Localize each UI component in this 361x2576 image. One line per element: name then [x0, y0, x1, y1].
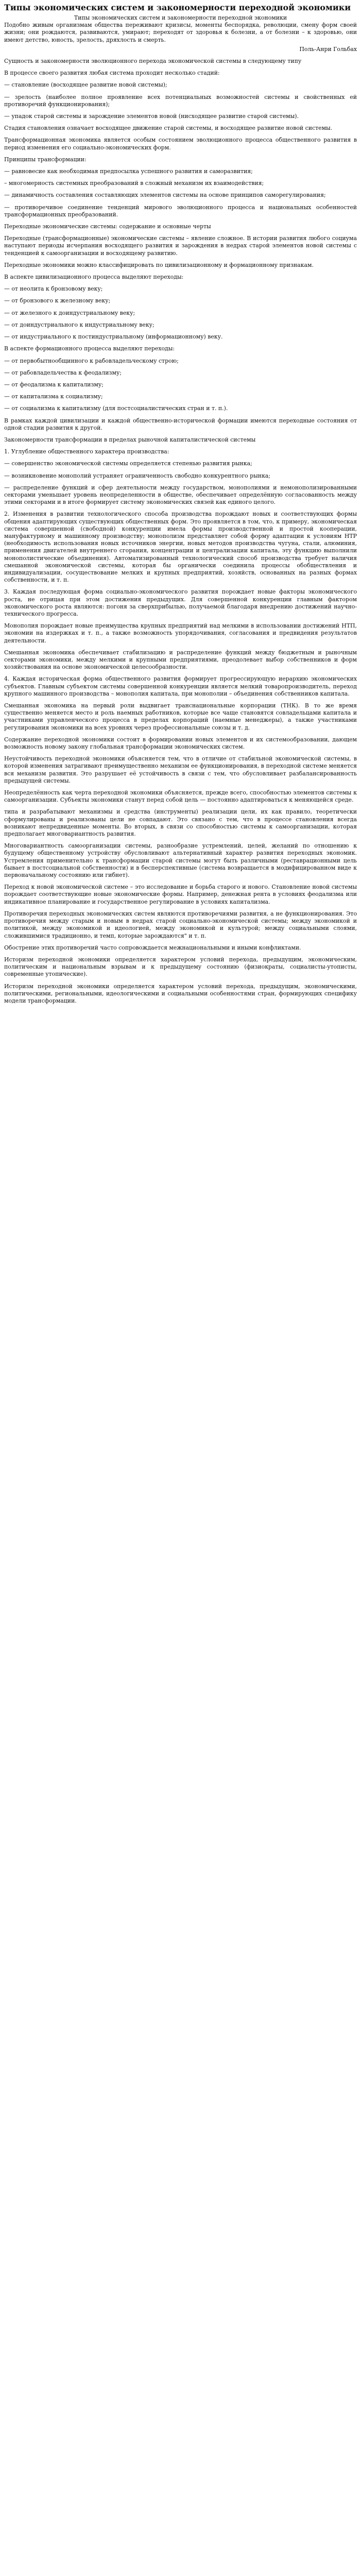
paragraph: Принципы трансформации:	[4, 156, 87, 163]
paragraph: В рамках каждой цивилизации и каждой общественно-исторической формации имеются переходные состояния от одной стадии развития к другой.	[4, 417, 357, 431]
paragraph: — от рабовладельчества к феодализму;	[4, 369, 122, 376]
paragraph: 2. Изменения в развитии технологического способа производства порождают новых и соответствующих формы общения адаптирующих существующих общественных форм. Это проявляется в том, что, к примеру, экономическая система совершенной (свободной) конкуренции имела формы производственной и простой кооперации, мануфактурному и машинному производству; монополизм представляет собой форму адаптации к условиям НТР (необходимость использования новых источников энергии, новых методов производства чугуна, стали, алюминия, применения двигателей внутреннего сгорания, концентрации и централизации капитала, эту функцию выполнили монополистические объединения). Автоматизированный технологический способ производства требует наличия смешанной экономической системы, которая бы органически соединила процессы обобществления и индивидуализации, сосуществование мелких и крупных предприятий, хозяйств, основанных на разных формах собственности, и т. п.	[4, 511, 357, 584]
paragraph: 3. Каждая последующая форма социально-экономического развития порождает новые факторы экономического роста, не отрицая при этом достижения предыдущих. Для совершенной конкуренции главным фактором экономического роста являются: погоня за сверхприбылью, получаемой благодаря внедрению достижений научно-технического прогресса.	[4, 588, 357, 617]
paragraph: — противоречивое соединение тенденций мирового эволюционного процесса и национальных особенностей трансформационных преобразований.	[4, 204, 357, 218]
paragraph: В аспекте цивилизационного процесса выделяют переходы:	[4, 274, 184, 281]
paragraph: — распределение функций и сфер деятельности между государством, монополиями и немонополизированными секторами уменьшает уровень неопределенности в обществе, обеспечивает определённую согласованность между этими секторами и в итоге формирует систему экономических связей как единого целого.	[4, 484, 357, 506]
paragraph: — от первобытнообщинного к рабовладельческому строю;	[4, 357, 179, 364]
article-body	[4, 58, 357, 1005]
epigraph-author: Поль-Анри Гольбах	[299, 45, 357, 53]
document-page	[0, 0, 361, 1014]
paragraph: Монополия порождает новые преимущества крупных предприятий над мелкими в использовании достижений НТП, экономии на издержках и т. п., а также возможность упорядочивания, согласования и предвидения результатов деятельности.	[4, 622, 357, 644]
paragraph: — возникновение монополий устраняет ограниченность свободно конкурентного рынка;	[4, 472, 271, 479]
paragraph: Историзм переходной экономики определяется характером условий перехода, предыдущим, экономическими, политическими, региональными, идеологическими и социальными особенностями стран, формирующих специфику модели трансформации.	[4, 982, 357, 1004]
paragraph: — динамичность составления составляющих элементов системы на основе принципов саморегулирования;	[4, 192, 326, 199]
paragraph: Смешанная экономика на первый роли выдвигает транснациональные корпорации (ТНК). В то же время существенно меняется место и роль наемных работников, которые все чаще становятся совладельцами капитала и участниками управленческого процесса в пределах корпораций (наемные менеджеры), а также участниками регулирования экономики на всех уровнях через профессиональные союзы и т. д.	[4, 702, 357, 731]
paragraph: — от индустриального к постиндустриальному (информационному) веку.	[4, 333, 223, 341]
paragraph: — упадок старой системы и зарождение элементов новой (нисходящее развитие старой системы).	[4, 113, 299, 120]
paragraph: Переходные экономические системы: содержание и основные черты	[4, 223, 211, 230]
paragraph: 1. Углубление общественного характера производства:	[4, 448, 169, 455]
paragraph: — зрелость (наиболее полное проявление всех потенциальных возможностей системы и свойственных ей противоречий функционирования);	[4, 93, 357, 108]
paragraph: 4. Каждая историческая форма общественного развития формирует прогрессирующую иерархию экономических субъектов. Главным субъектом системы совершенной конкуренции является мелкий товаропроизводитель, переход крупного машинного производства – монополия капитала, при монополии – объединения собственников капитала.	[4, 675, 357, 697]
paragraph: Неопределённость как черта переходной экономики объясняется, прежде всего, способностью элементов системы к самоорганизации. Субъекты экономики станут перед собой цель — постоянно адаптироваться к меняющейся среде.	[4, 789, 357, 804]
paragraph: — от железного к доиндустриальному веку;	[4, 309, 135, 316]
paragraph: Стадия становления означает восходящее движение старой системы, и восходящее развитие новой системы.	[4, 125, 333, 132]
paragraph: Противоречия переходных экономических систем являются противоречиями развития, а не функционирования. Это противоречия между старым и новым в недрах старой социально-экономической системы; между экономикой и политикой, между экономикой и идеологией, между экономикой и культурой; между социальными слоями, сложившимися традиционно, и темп, которые зарождаются" и т. п.	[4, 910, 357, 939]
paragraph: Смешанная экономика обеспечивает стабилизацию и распределение функций между бюджетным и рыночным секторами экономики, между мелкими и крупными предприятиями, преодолевает выбор собственников и форм хозяйствования на основе экономической целесообразности.	[4, 649, 357, 671]
paragraph: В аспекте формационного процесса выделяют переходы:	[4, 345, 175, 352]
paragraph: — от феодализма к капитализму;	[4, 381, 104, 388]
paragraph: — равновесие как необходимая предпосылка успешного развития и саморазвития;	[4, 168, 253, 175]
paragraph: Трансформационная экономика является особым состоянием эволюционного процесса общественного развития в период изменения его социально-экономических форм.	[4, 137, 357, 151]
paragraph: Содержание переходной экономики состоит в формировании новых элементов и их системообразовании, дающем возможность новому закону глобальная трансформации экономических систем.	[4, 736, 357, 751]
paragraph: — от бронзового к железному веку;	[4, 297, 111, 304]
paragraph: Переход к новой экономической системе – это исследование и борьба старого и нового. Становление новой системы порождает соответствующие новые экономические формы. Например, денежная рента в условиях феодализма или индикативное планирование и государственное регулирование в условиях капитализма.	[4, 884, 357, 905]
paragraph: Многовариантность самоорганизации системы, разнообразие устремлений, целей, желаний по отношению к будущему общественному устройству обусловливают альтернативный характер развития переходных экономик. Устремления применительно к трансформации старой системы могут быть различными (реставрационными цель бывает в постсоциальной собственности) и в бесперспективные (система возвращается в модифицированном виде к первоначальному состоянию или гибнет).	[4, 842, 357, 879]
paragraph: В процессе своего развития любая система проходит несколько стадий:	[4, 70, 220, 77]
paragraph: Закономерности трансформации в пределах рыночной капиталистической системы	[4, 436, 256, 443]
paragraph: Переходные (трансформационные) экономические системы – явление сложное. В истории развития любого социума наступают периоды исчерпания восходящего развития и зарождения в недрах старой элементов новой системы с тенденцией к самоорганизации и восходящему развитию.	[4, 235, 357, 257]
paragraph: Обострение этих противоречий часто сопровождается межнациональными и иными конфликтами.	[4, 944, 301, 951]
section-subtitle: Типы экономических систем и закономерности переходной экономики	[74, 14, 287, 21]
page-title: Типы экономических систем и закономерности переходной экономики	[4, 3, 351, 12]
epigraph: Подобно живым организмам общества переживают кризисы, моменты беспорядка, революции, смену форм своей жизни; они рождаются, развиваются, умирают; переходят от здоровья к болезни, а от болезни – к здоровью, они имеют детство, юность, зрелость, дряхлость и смерть.	[4, 22, 357, 43]
paragraph: Историзм переходной экономики определяется характером условий перехода, предыдущим, экономическим, политическим и национальным взрывам и к предыдущему состоянию (физиократы, социалисты-утописты, современные утопические).	[4, 956, 357, 978]
paragraph: — совершенство экономической системы определяется степенью развития рынка;	[4, 460, 252, 467]
paragraph: — от социализма к капитализму (для постсоциалистических стран и т. п.).	[4, 405, 228, 412]
paragraph: Неустойчивость переходной экономики объясняется тем, что в отличие от стабильной экономической системы, в которой изменения затрагивают преимущественно механизм ее функционирования, в переходной системе меняется вся механизм развития. Это разрушает её устойчивость в связи с тем, что обусловливает разбалансированность предыдущей системы.	[4, 755, 357, 784]
paragraph: типа и разрабатывают механизмы и средства (инструменты) реализации цели, их как правило, теоретически сформулированы и реализованы цели не совпадают. Это связано с тем, что в процессе становления всегда возникают непредвиденные моменты. Во вторых, в связи со способностью системы к самоорганизации, которая предполагает многовариантность развития.	[4, 808, 357, 838]
paragraph: — от капитализма к социализму;	[4, 393, 103, 400]
paragraph: Переходные экономики можно классифицировать по цивилизационному и формационному признакам.	[4, 261, 314, 268]
paragraph: Сущность и закономерности эволюционного перехода экономической системы в следующему типу	[4, 58, 302, 65]
paragraph: – многомерность системных преобразований в сложный механизм их взаимодействия;	[4, 180, 264, 187]
paragraph: — от неолита к бронзовому веку;	[4, 285, 103, 293]
paragraph: — от доиндустриального к индустриальному веку;	[4, 321, 154, 328]
paragraph: — становление (восходящее развитие новой системы);	[4, 81, 167, 89]
